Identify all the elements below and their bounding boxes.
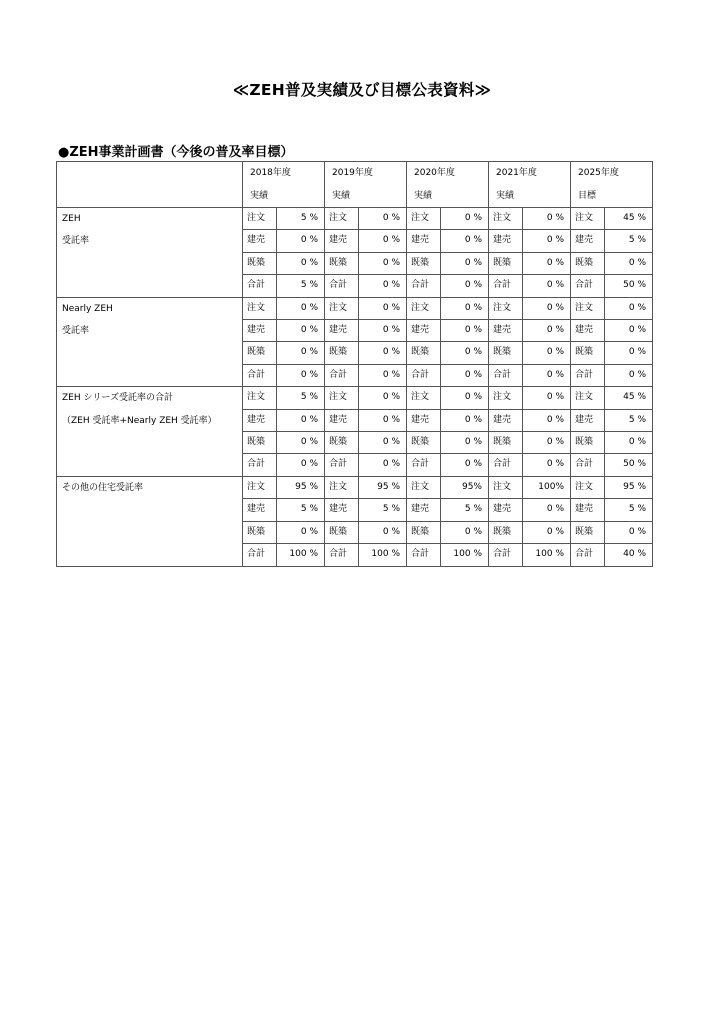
row-type-label: 建売 [243, 499, 277, 521]
percentage-value: 0 % [523, 320, 571, 342]
percentage-value: 0 % [441, 252, 489, 274]
row-type-label: 建売 [243, 320, 277, 342]
percentage-value: 0 % [523, 454, 571, 476]
percentage-value: 5 % [441, 499, 489, 521]
category-label: その他の住宅受託率 [62, 482, 144, 493]
row-type-label: 注文 [489, 476, 523, 498]
category-cell [57, 387, 243, 477]
category-cell [57, 297, 243, 387]
row-type-label: 既築 [571, 432, 605, 454]
category-label: 受託率 [62, 326, 90, 337]
row-type-label: 建売 [243, 409, 277, 431]
row-type-label: 建売 [407, 499, 441, 521]
percentage-value: 50 % [605, 454, 653, 476]
row-type-label: 既築 [243, 342, 277, 364]
year-label: 2019年度 [332, 168, 373, 178]
percentage-value: 0 % [359, 230, 407, 252]
percentage-value: 0 % [277, 409, 325, 431]
row-type-label: 注文 [407, 387, 441, 409]
row-type-label: 建売 [489, 409, 523, 431]
percentage-value: 5 % [277, 208, 325, 230]
percentage-value: 95 % [277, 476, 325, 498]
section-title: ●ZEH事業計画書（今後の普及率目標） [58, 145, 294, 160]
percentage-value: 100 % [359, 544, 407, 566]
row-type-label: 注文 [325, 297, 359, 319]
category-label: ZEH シリーズ受託率の合計 [62, 393, 174, 404]
row-type-label: 建売 [325, 409, 359, 431]
percentage-value: 0 % [523, 342, 571, 364]
year-type-label: 実績 [250, 190, 269, 201]
year-header-cell [489, 162, 571, 208]
row-type-label: 注文 [243, 387, 277, 409]
row-type-label: 既築 [489, 342, 523, 364]
percentage-value: 5 % [277, 499, 325, 521]
percentage-value: 0 % [441, 364, 489, 386]
percentage-value: 0 % [359, 364, 407, 386]
percentage-value: 0 % [523, 208, 571, 230]
percentage-value: 0 % [523, 275, 571, 297]
row-type-label: 注文 [489, 208, 523, 230]
row-type-label: 建売 [325, 320, 359, 342]
category-label: 受託率 [62, 236, 90, 247]
percentage-value: 0 % [441, 320, 489, 342]
percentage-value: 50 % [605, 275, 653, 297]
percentage-value: 0 % [605, 252, 653, 274]
row-type-label: 注文 [325, 476, 359, 498]
percentage-value: 0 % [359, 297, 407, 319]
row-type-label: 合計 [407, 454, 441, 476]
percentage-value: 0 % [523, 387, 571, 409]
row-type-label: 注文 [571, 208, 605, 230]
percentage-value: 5 % [359, 499, 407, 521]
row-type-label: 注文 [243, 297, 277, 319]
row-type-label: 注文 [571, 476, 605, 498]
row-type-label: 建売 [571, 320, 605, 342]
row-type-label: 建売 [325, 499, 359, 521]
percentage-value: 0 % [359, 320, 407, 342]
row-type-label: 合計 [325, 454, 359, 476]
row-type-label: 合計 [325, 544, 359, 566]
percentage-value: 5 % [605, 499, 653, 521]
row-type-label: 注文 [489, 297, 523, 319]
row-type-label: 既築 [325, 252, 359, 274]
percentage-value: 0 % [441, 521, 489, 543]
year-type-label: 実績 [414, 190, 433, 201]
row-type-label: 注文 [571, 297, 605, 319]
row-type-label: 合計 [243, 364, 277, 386]
year-header-cell [325, 162, 407, 208]
percentage-value: 0 % [523, 409, 571, 431]
percentage-value: 0 % [277, 454, 325, 476]
row-type-label: 注文 [325, 208, 359, 230]
percentage-value: 0 % [277, 297, 325, 319]
percentage-value: 0 % [441, 230, 489, 252]
percentage-value: 0 % [605, 364, 653, 386]
percentage-value: 0 % [523, 432, 571, 454]
year-type-label: 実績 [332, 190, 351, 201]
percentage-value: 0 % [277, 252, 325, 274]
percentage-value: 0 % [441, 208, 489, 230]
row-type-label: 既築 [489, 521, 523, 543]
row-type-label: 合計 [407, 364, 441, 386]
row-type-label: 注文 [243, 208, 277, 230]
year-label: 2025年度 [578, 168, 619, 178]
percentage-value: 0 % [605, 432, 653, 454]
row-type-label: 既築 [243, 521, 277, 543]
percentage-value: 0 % [523, 499, 571, 521]
percentage-value: 100 % [441, 544, 489, 566]
category-cell [57, 476, 243, 566]
percentage-value: 5 % [277, 275, 325, 297]
table-row [57, 297, 653, 319]
row-type-label: 合計 [571, 364, 605, 386]
percentage-value: 5 % [277, 387, 325, 409]
percentage-value: 0 % [277, 364, 325, 386]
document-title: ≪ZEH普及実績及び目標公表資料≫ [232, 81, 492, 99]
row-type-label: 既築 [489, 252, 523, 274]
percentage-value: 0 % [605, 297, 653, 319]
category-cell [57, 208, 243, 298]
row-type-label: 建売 [571, 499, 605, 521]
row-type-label: 合計 [571, 454, 605, 476]
row-type-label: 合計 [571, 275, 605, 297]
row-type-label: 注文 [407, 297, 441, 319]
row-type-label: 建売 [571, 230, 605, 252]
percentage-value: 0 % [359, 275, 407, 297]
percentage-value: 95 % [605, 476, 653, 498]
percentage-value: 0 % [523, 230, 571, 252]
row-type-label: 注文 [243, 476, 277, 498]
row-type-label: 注文 [325, 387, 359, 409]
row-type-label: 合計 [407, 544, 441, 566]
row-type-label: 既築 [407, 342, 441, 364]
header-row [57, 162, 653, 208]
year-type-label: 実績 [496, 190, 515, 201]
percentage-value: 0 % [605, 320, 653, 342]
category-label: （ZEH 受託率+Nearly ZEH 受託率） [62, 415, 217, 426]
percentage-value: 100 % [277, 544, 325, 566]
year-header-cell [243, 162, 325, 208]
percentage-value: 0 % [441, 275, 489, 297]
row-type-label: 合計 [243, 544, 277, 566]
row-type-label: 既築 [571, 342, 605, 364]
percentage-value: 5 % [605, 230, 653, 252]
row-type-label: 既築 [489, 432, 523, 454]
row-type-label: 既築 [407, 252, 441, 274]
row-type-label: 合計 [489, 364, 523, 386]
row-type-label: 合計 [325, 275, 359, 297]
row-type-label: 合計 [489, 454, 523, 476]
percentage-value: 0 % [441, 297, 489, 319]
row-type-label: 既築 [243, 432, 277, 454]
row-type-label: 建売 [489, 230, 523, 252]
percentage-value: 0 % [277, 432, 325, 454]
table-row [57, 387, 653, 409]
row-type-label: 既築 [571, 521, 605, 543]
row-type-label: 建売 [407, 320, 441, 342]
percentage-value: 0 % [359, 252, 407, 274]
row-type-label: 既築 [243, 252, 277, 274]
row-type-label: 注文 [407, 208, 441, 230]
percentage-value: 40 % [605, 544, 653, 566]
percentage-value: 0 % [441, 387, 489, 409]
row-type-label: 建売 [489, 499, 523, 521]
percentage-value: 100% [523, 476, 571, 498]
row-type-label: 既築 [325, 342, 359, 364]
row-type-label: 建売 [407, 230, 441, 252]
year-label: 2021年度 [496, 168, 537, 178]
percentage-value: 0 % [441, 432, 489, 454]
percentage-value: 0 % [605, 342, 653, 364]
percentage-value: 0 % [277, 521, 325, 543]
row-type-label: 既築 [325, 432, 359, 454]
row-type-label: 注文 [489, 387, 523, 409]
year-header-cell [571, 162, 653, 208]
row-type-label: 合計 [325, 364, 359, 386]
row-type-label: 既築 [325, 521, 359, 543]
zeh-plan-table [56, 161, 653, 567]
percentage-value: 95 % [359, 476, 407, 498]
row-type-label: 注文 [407, 476, 441, 498]
table-body [57, 162, 653, 567]
percentage-value: 0 % [523, 252, 571, 274]
row-type-label: 建売 [243, 230, 277, 252]
category-label: ZEH [62, 214, 81, 224]
table-row [57, 476, 653, 498]
table-row [57, 208, 653, 230]
percentage-value: 0 % [277, 342, 325, 364]
row-type-label: 合計 [571, 544, 605, 566]
percentage-value: 0 % [277, 230, 325, 252]
category-label: Nearly ZEH [62, 303, 113, 314]
percentage-value: 0 % [359, 208, 407, 230]
percentage-value: 0 % [605, 521, 653, 543]
year-type-label: 目標 [578, 190, 597, 201]
row-type-label: 合計 [243, 454, 277, 476]
row-type-label: 建売 [489, 320, 523, 342]
percentage-value: 0 % [523, 297, 571, 319]
row-type-label: 注文 [571, 387, 605, 409]
percentage-value: 0 % [441, 454, 489, 476]
year-header-cell [407, 162, 489, 208]
percentage-value: 45 % [605, 387, 653, 409]
row-type-label: 合計 [489, 544, 523, 566]
header-corner-cell [57, 162, 243, 208]
percentage-value: 0 % [277, 320, 325, 342]
row-type-label: 建売 [407, 409, 441, 431]
percentage-value: 45 % [605, 208, 653, 230]
row-type-label: 合計 [407, 275, 441, 297]
row-type-label: 既築 [407, 432, 441, 454]
percentage-value: 0 % [523, 364, 571, 386]
percentage-value: 0 % [359, 387, 407, 409]
percentage-value: 95% [441, 476, 489, 498]
percentage-value: 0 % [523, 521, 571, 543]
year-label: 2020年度 [414, 168, 455, 178]
percentage-value: 0 % [359, 454, 407, 476]
row-type-label: 合計 [489, 275, 523, 297]
year-label: 2018年度 [250, 168, 291, 178]
percentage-value: 0 % [359, 432, 407, 454]
row-type-label: 合計 [243, 275, 277, 297]
percentage-value: 0 % [359, 409, 407, 431]
row-type-label: 既築 [407, 521, 441, 543]
percentage-value: 100 % [523, 544, 571, 566]
percentage-value: 0 % [359, 342, 407, 364]
row-type-label: 建売 [325, 230, 359, 252]
percentage-value: 0 % [441, 409, 489, 431]
percentage-value: 0 % [441, 342, 489, 364]
percentage-value: 0 % [359, 521, 407, 543]
percentage-value: 5 % [605, 409, 653, 431]
row-type-label: 建売 [571, 409, 605, 431]
row-type-label: 既築 [571, 252, 605, 274]
